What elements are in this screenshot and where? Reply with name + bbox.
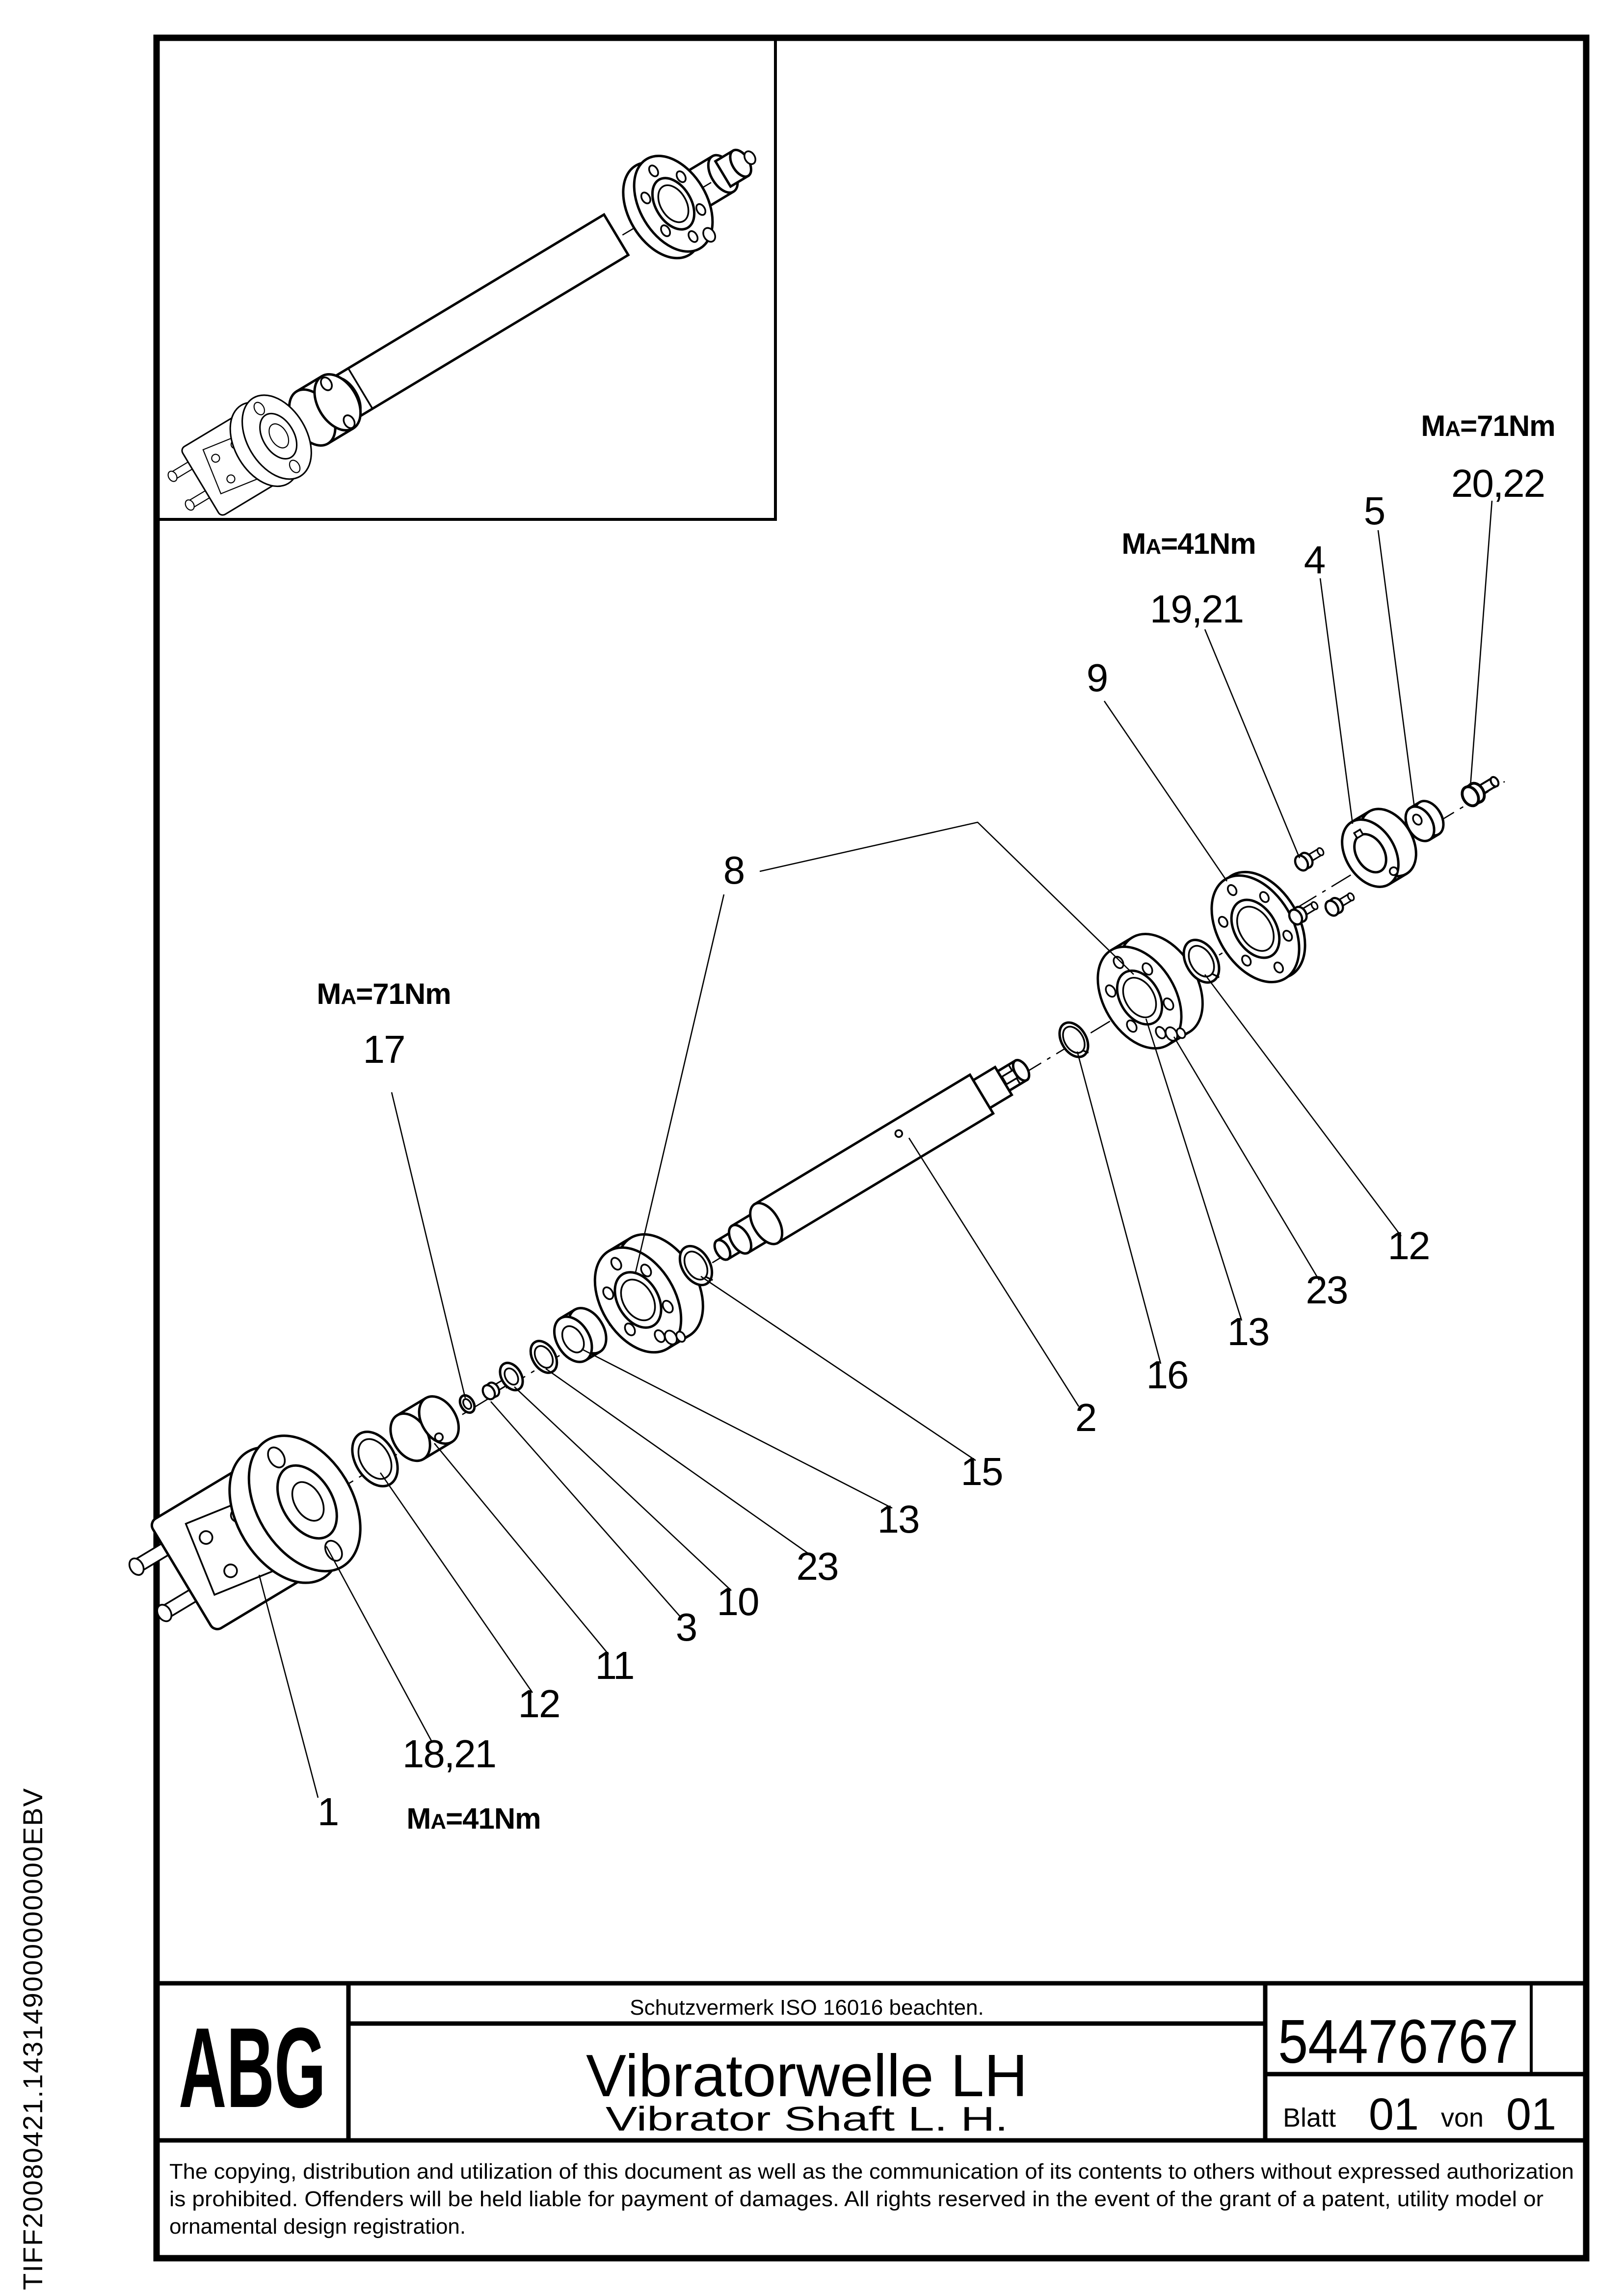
title-german: Vibratorwelle LH	[586, 2042, 1028, 2109]
part-17-washer-small	[457, 1393, 478, 1415]
torque-ma71-left: MA=71Nm	[317, 977, 451, 1010]
part-20-22-screw	[1459, 771, 1503, 809]
torque-ma41-bottom: MA=41Nm	[406, 1802, 541, 1835]
label-18-21: 18,21	[402, 1732, 496, 1776]
label-13-left: 13	[877, 1497, 919, 1541]
label-2: 2	[1075, 1396, 1096, 1439]
label-13-right: 13	[1227, 1310, 1269, 1353]
vertical-file-code: TIFF20080421.143149000000000EBV	[17, 1787, 48, 2290]
torque-ma41-top: MA=41Nm	[1121, 527, 1256, 560]
label-4: 4	[1304, 538, 1325, 582]
title-block	[157, 1983, 1586, 2140]
torque-ma71-topright: MA=71Nm	[1421, 409, 1555, 442]
von-value: 01	[1506, 2089, 1557, 2139]
label-19-21: 19,21	[1149, 587, 1244, 631]
label-9: 9	[1086, 656, 1108, 700]
von-label: von	[1441, 2103, 1484, 2133]
label-23-right: 23	[1305, 1268, 1348, 1312]
label-1: 1	[317, 1790, 339, 1834]
legal-line-2: is prohibited. Offenders will be held liable for payment of damages. All rights reserved in the event of the grant of a patent, utility model or	[169, 2187, 1543, 2211]
label-12-right: 12	[1387, 1224, 1430, 1268]
label-16: 16	[1146, 1353, 1188, 1397]
legal-line-1: The copying, distribution and utilization of this document as well as the communication of its contents to others without expressed authorization	[169, 2160, 1574, 2184]
inset-assembled-shaft	[156, 137, 765, 535]
part-19-21-screw-a	[1293, 843, 1327, 873]
part-1-motor	[110, 1416, 383, 1661]
legal-line-3: ornamental design registration.	[169, 2215, 466, 2239]
schutzvermerk-note: Schutzvermerk ISO 16016 beachten.	[630, 1996, 984, 2020]
label-3: 3	[675, 1605, 697, 1649]
blatt-value: 01	[1368, 2089, 1419, 2139]
label-20-22: 20,22	[1451, 461, 1545, 505]
exploded-view	[110, 771, 1505, 1661]
part-19-21-screw-c	[1323, 889, 1357, 918]
legal-notice	[169, 2160, 1574, 2239]
label-15: 15	[960, 1450, 1003, 1493]
label-17: 17	[363, 1027, 405, 1071]
part-2-shaft	[705, 1048, 1038, 1272]
document-number: 54476767	[1278, 2007, 1518, 2076]
title-english: Vibrator Shaft L. H.	[606, 2100, 1008, 2138]
label-12-left: 12	[518, 1682, 560, 1726]
label-8: 8	[723, 848, 745, 892]
abg-logo: ABG	[179, 2004, 326, 2132]
blatt-label: Blatt	[1283, 2103, 1336, 2133]
label-23-left: 23	[796, 1544, 838, 1588]
label-5: 5	[1363, 489, 1385, 533]
part-16-retaining-ring	[1054, 1018, 1094, 1062]
label-10: 10	[717, 1580, 759, 1623]
label-11: 11	[595, 1644, 634, 1687]
